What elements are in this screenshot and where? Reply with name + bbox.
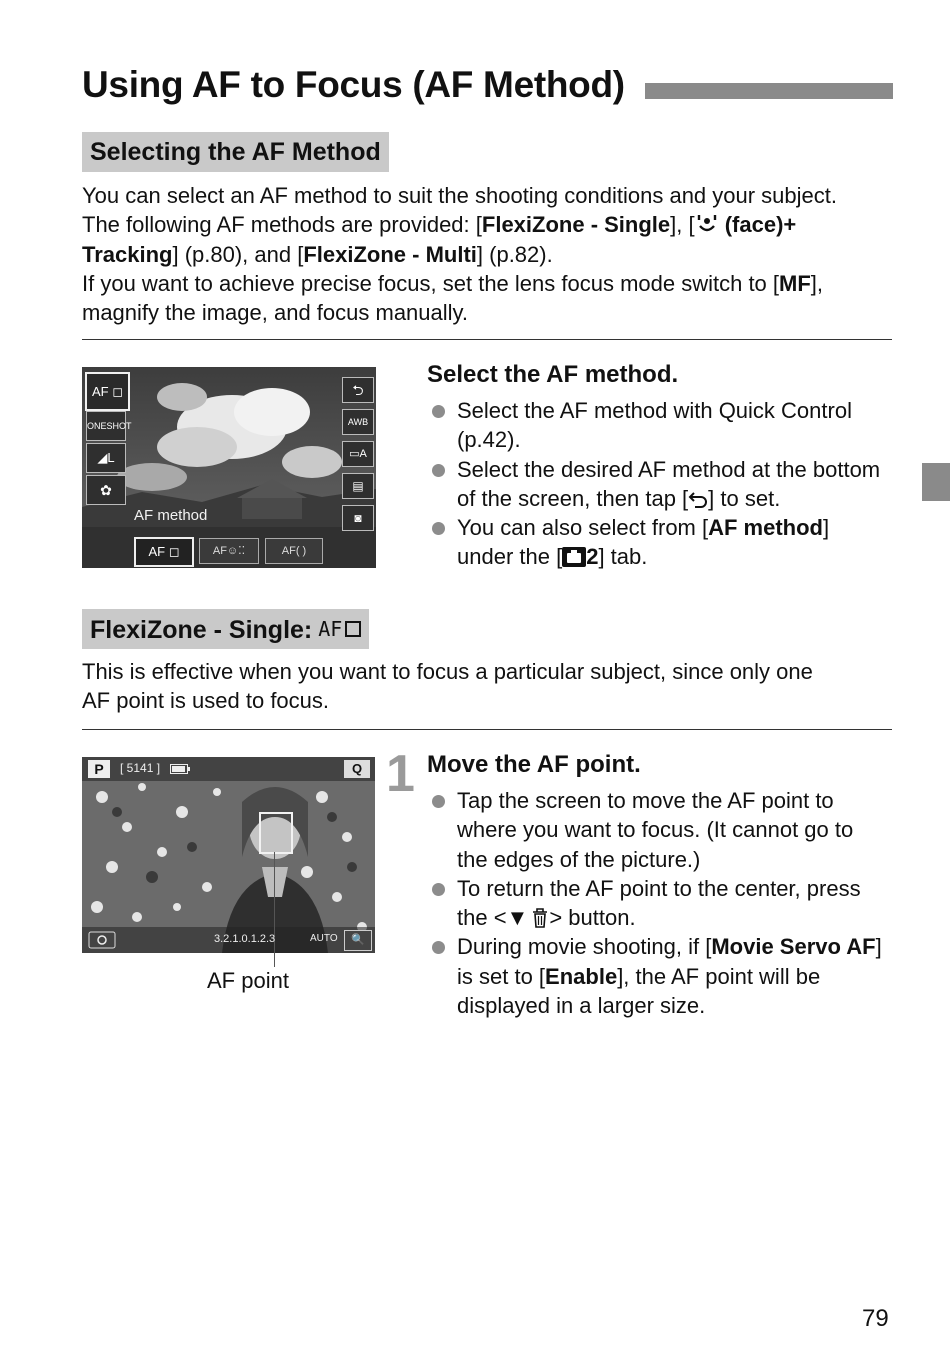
step-bullets: [427, 396, 897, 572]
intro-line: This is effective when you want to focus a particular subject, since only one: [82, 659, 813, 684]
af-option-flexizone-multi[interactable]: AF( ): [265, 538, 323, 564]
bullet-item: Select the desired AF method at the bottom of the screen, then tap [ ] to set.: [427, 455, 897, 514]
divider: [82, 339, 892, 340]
step-number: 1: [386, 745, 415, 803]
image-quality-button[interactable]: ◢L: [86, 443, 126, 473]
iso-auto-indicator: AUTO: [310, 933, 338, 944]
live-view-portrait-illustration: [82, 757, 375, 953]
page-number: 79: [862, 1305, 889, 1332]
bullet-item: You can also select from [AF method] under the [ 2] tab.: [427, 513, 877, 572]
section1-intro: [82, 181, 897, 327]
af-method-label: AF method: [134, 507, 208, 524]
step-title-move-af-point: Move the AF point.: [427, 751, 641, 778]
af-mode-button[interactable]: AF ◻: [85, 372, 130, 411]
bullet-item: To return the AF point to the center, press the <▼ > button.: [427, 874, 887, 933]
picture-style-button[interactable]: ✿: [86, 475, 126, 505]
down-arrow-glyph: ▼: [506, 905, 529, 931]
divider: [82, 729, 892, 730]
af-point-frame[interactable]: [259, 812, 293, 854]
bullet-item: Select the AF method with Quick Control (p.42).: [427, 396, 877, 455]
magnify-button[interactable]: 🔍: [344, 930, 372, 951]
section-heading-selecting-af-method: Selecting the AF Method: [82, 132, 389, 172]
shooting-tab-icon: [562, 547, 586, 567]
chapter-tab-marker: [922, 463, 950, 501]
intro-line: If you want to achieve precise focus, set the lens focus mode switch to [MF],: [82, 270, 824, 296]
caption-leader-line: [274, 953, 275, 967]
battery-icon: [170, 764, 190, 774]
shooting-mode-badge: P: [88, 760, 110, 778]
bullet-item: Tap the screen to move the AF point to where you want to focus. (It cannot go to the edges of the picture.): [427, 786, 887, 874]
title-rule: [645, 83, 893, 99]
exposure-level-scale: 3.2.1.0.1.2.3: [214, 933, 276, 945]
page-title: Using AF to Focus (AF Method): [82, 64, 625, 105]
quick-control-button[interactable]: Q: [344, 760, 370, 778]
shots-remaining: [ 5141 ]: [120, 761, 161, 775]
step-title-select-af-method: Select the AF method.: [427, 361, 679, 388]
af-operation-button[interactable]: ONESHOT: [86, 411, 126, 441]
intro-line: AF point is used to focus.: [82, 688, 330, 714]
af-option-flexizone-single[interactable]: AF ◻: [134, 537, 194, 567]
metering-button[interactable]: ◙: [342, 505, 374, 531]
af-option-face-tracking[interactable]: AF☺⁚⁚: [199, 538, 259, 564]
section-heading-flexizone-single: FlexiZone - Single: AF: [82, 609, 369, 649]
section2-intro: [82, 657, 897, 716]
trash-icon: [531, 907, 549, 929]
return-icon: [688, 490, 708, 508]
intro-line: Tracking] (p.80), and [FlexiZone - Multi] (p.82).: [82, 241, 553, 267]
af-single-icon: AF: [318, 609, 361, 649]
auto-lighting-button[interactable]: ▭A: [342, 441, 374, 467]
intro-line: The following AF methods are provided: [FlexiZone - Single], [ (face)+: [82, 212, 797, 238]
af-point-caption: AF point: [207, 968, 289, 993]
step-bullets: [427, 786, 897, 1020]
back-button[interactable]: ⮌: [342, 377, 374, 403]
camera-screen-af-method: [82, 367, 376, 568]
face-tracking-icon: [695, 213, 719, 235]
drive-mode-button[interactable]: ▤: [342, 473, 374, 499]
bullet-item: During movie shooting, if [Movie Servo AF] is set to [Enable], the AF point will be displayed in a larger size.: [427, 932, 897, 1020]
white-balance-button[interactable]: AWB: [342, 409, 374, 435]
intro-line: You can select an AF method to suit the shooting conditions and your subject.: [82, 183, 838, 208]
intro-line: magnify the image, and focus manually.: [82, 300, 469, 326]
camera-settings-icon[interactable]: [88, 931, 116, 949]
camera-screen-af-point: [82, 757, 375, 953]
